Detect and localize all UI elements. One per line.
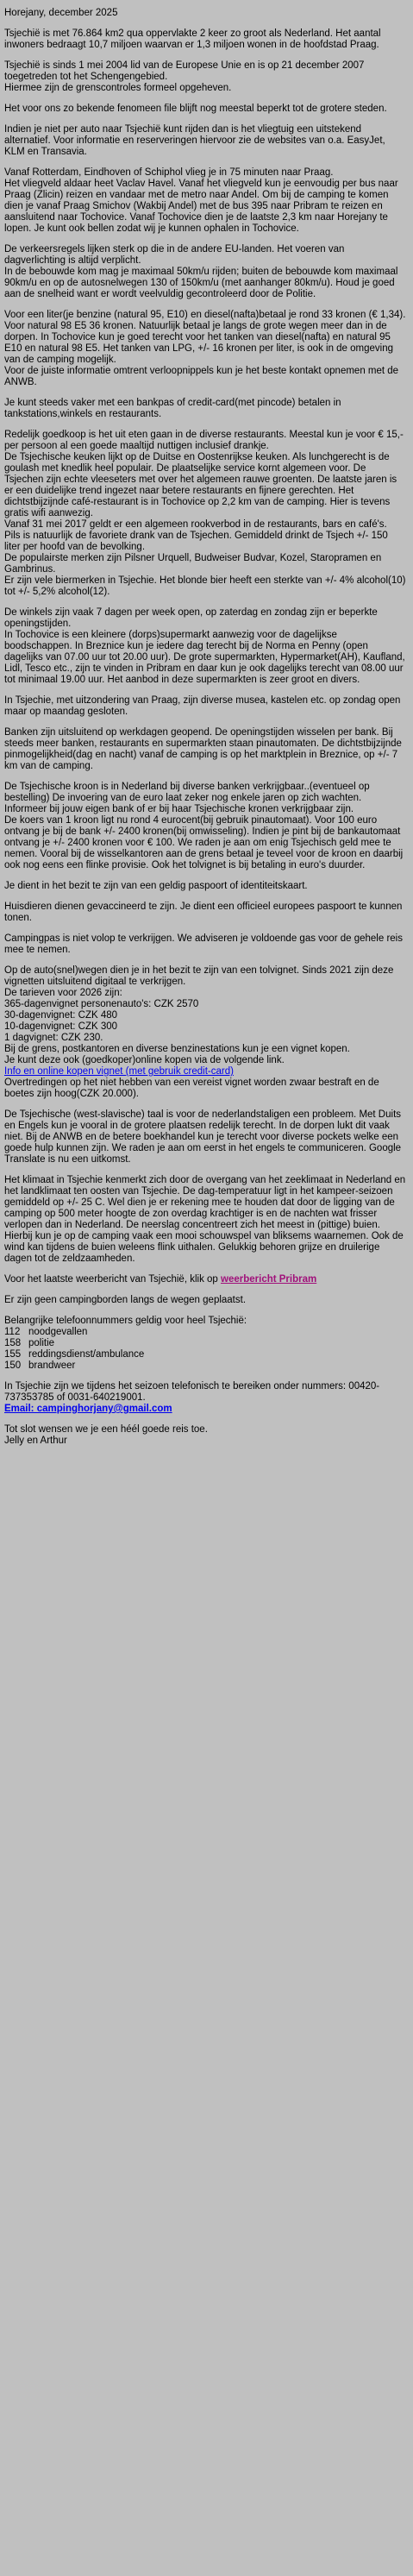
climate-paragraph: Het klimaat in Tsjechie kenmerkt zich door de overgang van het zeeklimaat in Nederland en het landklimaat ten oosten van Tsjechie. De dag-temperatuur ligt in het kampeer-seizoen gemiddeld op +/- 25 C. Wel dien je er rekening mee te houden dat door de ligging van de camping op 500 meter hoogte de zon overdag krachtiger is en de nachten wat frisser verlopen dan in Nederland. De neerslag concentreert zich het meest in (pittige) buien. Hierbij kun je op de camping vaak een mooi schouwspel van bliksems waarnemen. Ook de wind kan tijdens de buien weleens flink uithalen. Gelukkig behoren grijze en druilerige dagen tot de zeldzaamheden.: [4, 1175, 406, 1264]
closing-signature: Jelly en Arthur: [4, 1436, 67, 1446]
id-card-paragraph: Je dient in het bezit te zijn van een geldig paspoort of identiteitskaart.: [4, 881, 308, 891]
flight-paragraph: Vanaf Rotterdam, Eindhoven of Schiphol vlieg je in 75 minuten naar Praag. Het vliegveld aldaar heet Vaclav Havel. Vanaf het vliegveld kun je eenvoudig per bus naar Praag (Zlicin) reizen en vandaar met de metro naar Andel. Om bij de camping te komen dien je vanaf Praag Smichov (Wakbij Andel) met de bus 395 naar Pribram te reizen en aansluitend naar Tochovice. Vanaf Tochovice dien je de laatste 2,3 km naar Horejany te lopen. Je kunt ook bellen zodat wij je kunnen ophalen in Tochovice.: [4, 167, 398, 234]
shops-paragraph: De winkels zijn vaak 7 dagen per week open, op zaterdag en zondag zijn er beperkte openingstijden. In Tochovice is een kleinere (dorps)supermarkt aanwezig voor de dagelijkse boodschappen. In Breznice kun je iedere dag terecht bij de Norma en Penny (open dagelijks van 07.00 uur tot 20.00 uur). De grote supermarkten, Hypermarket(AH), Kaufland, Lidl, Tesco etc., zijn te vinden in Pribram en daar kun je ook dagelijks terecht van 08.00 uur tot minimaal 19.00 uur. Het aanbod in deze supermarkten is zeer groot en divers.: [4, 607, 405, 685]
pets-paragraph: Huisdieren dienen gevaccineerd te zijn. Je dient een officieel europees paspoort te kunnen tonen.: [4, 902, 403, 923]
vignet-rate: 1 dagvignet: CZK 230.: [4, 1033, 103, 1043]
camping-signs-paragraph: Er zijn geen campingborden langs de wegen geplaatst.: [4, 1295, 247, 1305]
payment-paragraph: Je kunt steeds vaker met een bankpas of credit-card(met pincode) betalen in tankstations,winkels en restaurants.: [4, 398, 341, 419]
phone-row: [4, 1338, 144, 1349]
weather-report-prefix: Voor het laatste weerbericht van Tsjechië, klik op: [4, 1274, 222, 1285]
vignet-section: [4, 965, 406, 1100]
vignet-rate: 10-dagenvignet: CZK 300: [4, 1021, 118, 1032]
camping-pass-paragraph: Campingpas is niet volop te verkrijgen. We adviseren je voldoende gas voor de gehele reis mee te nemen.: [4, 933, 403, 955]
vignet-rate: 365-dagenvignet personenauto's: CZK 2570: [4, 999, 199, 1009]
phone-number: 150: [4, 1360, 22, 1371]
vignet-outro: Bij de grens, postkantoren en diverse benzinestations kun je een vignet kopen. Je kunt deze ook (goedkoper)online kopen via de volgende link.: [4, 1044, 350, 1065]
contact-text: In Tsjechie zijn we tijdens het seizoen telefonisch te bereiken onder nummers: 00420-737353785 of 0031-640219001.: [4, 1381, 380, 1403]
phone-label: reddingsdienst/ambulance: [28, 1349, 145, 1360]
phone-number: 158: [4, 1338, 22, 1348]
location-date: Horejany, december 2025: [4, 8, 118, 18]
vignet-info-link[interactable]: Info en online kopen vignet (met gebruik credit-card): [4, 1066, 234, 1077]
vignet-rate: 30-dagenvignet: CZK 480: [4, 1010, 118, 1021]
phone-number: 112: [4, 1327, 21, 1337]
traffic-rules-paragraph: De verkeersregels lijken sterk op die in de andere EU-landen. Het voeren van dagverlichting is altijd verplicht. In de bebouwde kom mag je maximaal 50km/u rijden; buiten de bebouwde kom maximaal 90km/u en op de autosnelwegen 130 of 150km/u (met aanhanger 80km/u). Houd je goed aan de snelheid want er wordt veelvuldig gecontroleerd door de Politie.: [4, 244, 398, 299]
fuel-paragraph: Voor een liter(je benzine (natural 95, E10) en diesel(nafta)betaal je rond 33 kronen (€ 1,34). Voor natural 98 E5 36 kronen. Natuurlijk betaal je langs de grote wegen meer dan in de dorpen. In Tochovice kun je goed terecht voor het tanken van diesel(nafta) en natural 95 E10 en natural 98 E5. Het tanken van LPG, +/- 16 kronen per liter, is ook in de omgeving van de camping mogelijk. Voor de juiste informatie omtrent verloopnippels kun je het beste kontakt opnemen met de ANWB.: [4, 310, 406, 387]
eu-paragraph: Tsjechië is sinds 1 mei 2004 lid van de Europese Unie en is op 21 december 2007 toegetreden tot het Schengengebied. Hiermee zijn de grenscontroles formeel opgeheven.: [4, 60, 365, 93]
phone-numbers-section: [4, 1316, 406, 1372]
transport-paragraph: Indien je niet per auto naar Tsjechië kunt rijden dan is het vliegtuig een uitstekend alternatief. Voor informatie en reserveringen hiervoor zie de websites van o.a. EasyJet, KLM en Transavia.: [4, 124, 385, 157]
banks-paragraph: Banken zijn uitsluitend op werkdagen geopend. De openingstijden wisselen per bank. Bij steeds meer banken, restaurants en supermarkten staan pinautomaten. De dichtstbijzijnde pinmogelijkheid(dag en nacht) vanaf de camping is op het marktplein in Breznice, op +/- 7 km van de camping.: [4, 727, 402, 771]
contact-section: [4, 1381, 406, 1415]
weather-report-link[interactable]: weerbericht Pribram: [221, 1274, 317, 1285]
traffic-jam-paragraph: Het voor ons zo bekende fenomeen file blijft nog meestal beperkt tot de grotere steden.: [4, 104, 387, 114]
weather-report-paragraph: [4, 1274, 406, 1285]
phone-number: 155: [4, 1349, 22, 1360]
phone-numbers-table: [4, 1327, 144, 1372]
food-paragraph: Redelijk goedkoop is het uit eten gaan in de diverse restaurants. Meestal kun je voor € 15,- per persoon al een goede maaltijd nuttigen inclusief drankje. De Tsjechische keuken lijkt op de Duitse en Oostenrijkse keuken. Als lunchgerecht is de goulash met knedlik heel populair. De plaatselijke service kornt algemeen voor. De Tsjechen zijn echte vleeseters met over het algemeen rauwe groenten. De laatste jaren is er een duidelijke trend ingezet naar betere restaurants en fijnere gerechten. Het dichtstbijzijnde café-restaurant is in Tochovice op 2,2 km van de camping. Hier is tevens gratis wifi aanwezig. Vanaf 31 mei 2017 geldt er een algemeen rookverbod in de restaurants, bars en café's. Pils is natuurlijk de favoriete drank van de Tsjechen. Gemiddeld drinkt de Tsjech +/- 150 liter per hoofd van de bevolking. De populairste merken zijn Pilsner Urquell, Budweiser Budvar, Kozel, Staropramen en Gambrinus. Er zijn vele biermerken in Tsjechie. Het blonde bier heeft een sterkte van +/- 4% alcohol(10) tot +/- 5,2% alcohol(12).: [4, 430, 406, 597]
phone-row: [4, 1349, 144, 1360]
phone-row: [4, 1360, 144, 1372]
closing-section: [4, 1424, 406, 1447]
phone-row: [4, 1327, 144, 1338]
phone-label: noodgevallen: [28, 1327, 88, 1337]
museums-paragraph: In Tsjechie, met uitzondering van Praag, zijn diverse musea, kastelen etc. op zondag open maar op maandag gesloten.: [4, 695, 401, 717]
language-paragraph: De Tsjechische (west-slavische) taal is voor de nederlandstaligen een probleem. Met Duits en Engels kun je vooral in de grotere plaatsen redelijk terecht. In de dorpen lukt dit vaak niet. Bij de ANWB en de betere boekhandel kun je terecht voor diverse pockets welke een goede hulp kunnen zijn. We raden je aan om eerst in het engels te communiceren. Google Translate is nu een uitkomst.: [4, 1109, 402, 1165]
email-link[interactable]: Email: campinghorjany@gmail.com: [4, 1404, 172, 1414]
intro-paragraph: Tsjechië is met 76.864 km2 qua oppervlakte 2 keer zo groot als Nederland. Het aantal inwoners bedraagt 10,7 miljoen waarvan er 1,3 miljoen wonen in de hoofdstad Praag.: [4, 28, 381, 50]
closing-greeting: Tot slot wensen we je een héél goede reis toe.: [4, 1424, 208, 1435]
phone-numbers-title: Belangrijke telefoonnummers geldig voor heel Tsjechië:: [4, 1316, 247, 1326]
vignet-intro: Op de auto(snel)wegen dien je in het bezit te zijn van een tolvignet. Sinds 2021 zijn deze vignetten uitsluitend digitaal te verkrijgen. De tarieven voor 2026 zijn:: [4, 965, 394, 998]
vignet-warning: Overtredingen op het niet hebben van een vereist vignet worden zwaar bestraft en de boetes zijn hoog(CZK 20.000).: [4, 1078, 379, 1099]
phone-label: brandweer: [28, 1360, 76, 1371]
currency-paragraph: De Tsjechische kroon is in Nederland bij diverse banken verkrijgbaar..(eventueel op bestelling) De invoering van de euro laat zeker nog enkele jaren op zich wachten. Informeer bij jouw eigen bank of er bij haar Tsjechische kronen verkrijgbaar zijn. De koers van 1 kroon ligt nu rond 4 eurocent(bij gebruik pinautomaat). Voor 100 euro ontvang je bij de bank +/- 2400 kronen(bij omwisseling). Indien je pint bij de bankautomaat ontvang je +/- 2400 kronen voor € 100. We raden je aan om enig Tsjechisch geld mee te nemen. Vooral bij de wisselkantoren aan de grens betaal je teveel voor de kroon en daarbij ook nog eens een flinke provisie. Ook het tolvignet is bij betaling in euro's duurder.: [4, 782, 404, 870]
phone-label: politie: [28, 1338, 55, 1348]
